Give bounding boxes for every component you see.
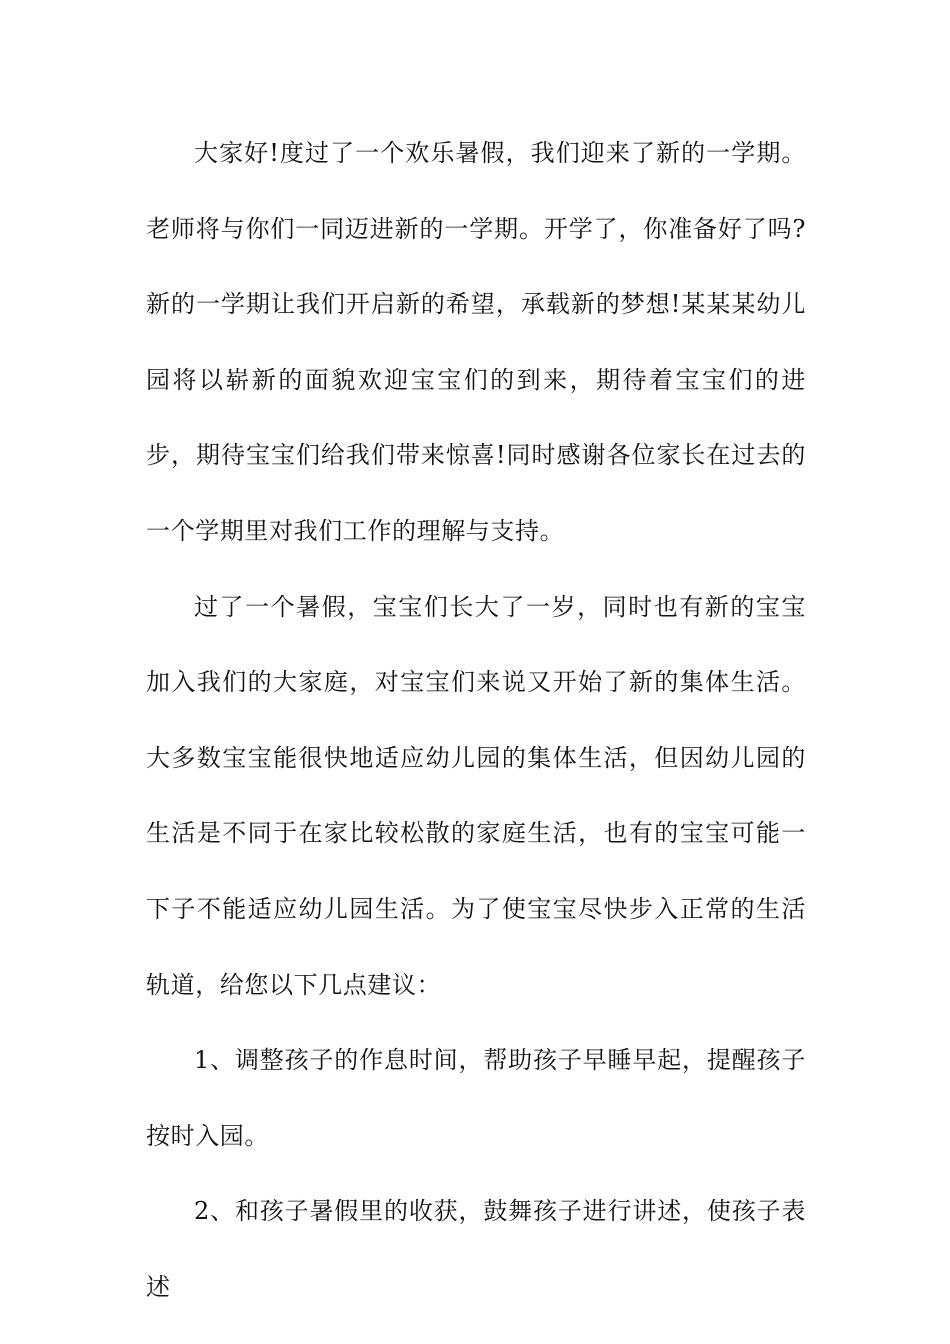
paragraph-adaptation: 过了一个暑假，宝宝们长大了一岁，同时也有新的宝宝加入我们的大家庭，对宝宝们来说又开始了新的集体生活。大多数宝宝能很快地适应幼儿园的集体生活，但因幼儿园的生活是不同于在家比较松散的家庭生活，也有的宝宝可能一下子不能适应幼儿园生活。为了使宝宝尽快步入正常的生活轨道，给您以下几点建议：	[146, 592, 806, 999]
document-body	[146, 116, 806, 1326]
paragraph-greeting: 大家好!度过了一个欢乐暑假，我们迎来了新的一学期。老师将与你们一同迈进新的一学期。开学了，你准备好了吗?新的一学期让我们开启新的希望，承载新的梦想!某某某幼儿园将以崭新的面貌欢迎宝宝们的到来，期待着宝宝们的进步，期待宝宝们给我们带来惊喜!同时感谢各位家长在过去的一个学期里对我们工作的理解与支持。	[146, 139, 806, 545]
paragraph-suggestion-2: 2、和孩子暑假里的收获，鼓舞孩子进行讲述，使孩子表述	[146, 1197, 806, 1301]
paragraph-suggestion-1: 1、调整孩子的作息时间，帮助孩子早睡早起，提醒孩子按时入园。	[146, 1046, 806, 1150]
